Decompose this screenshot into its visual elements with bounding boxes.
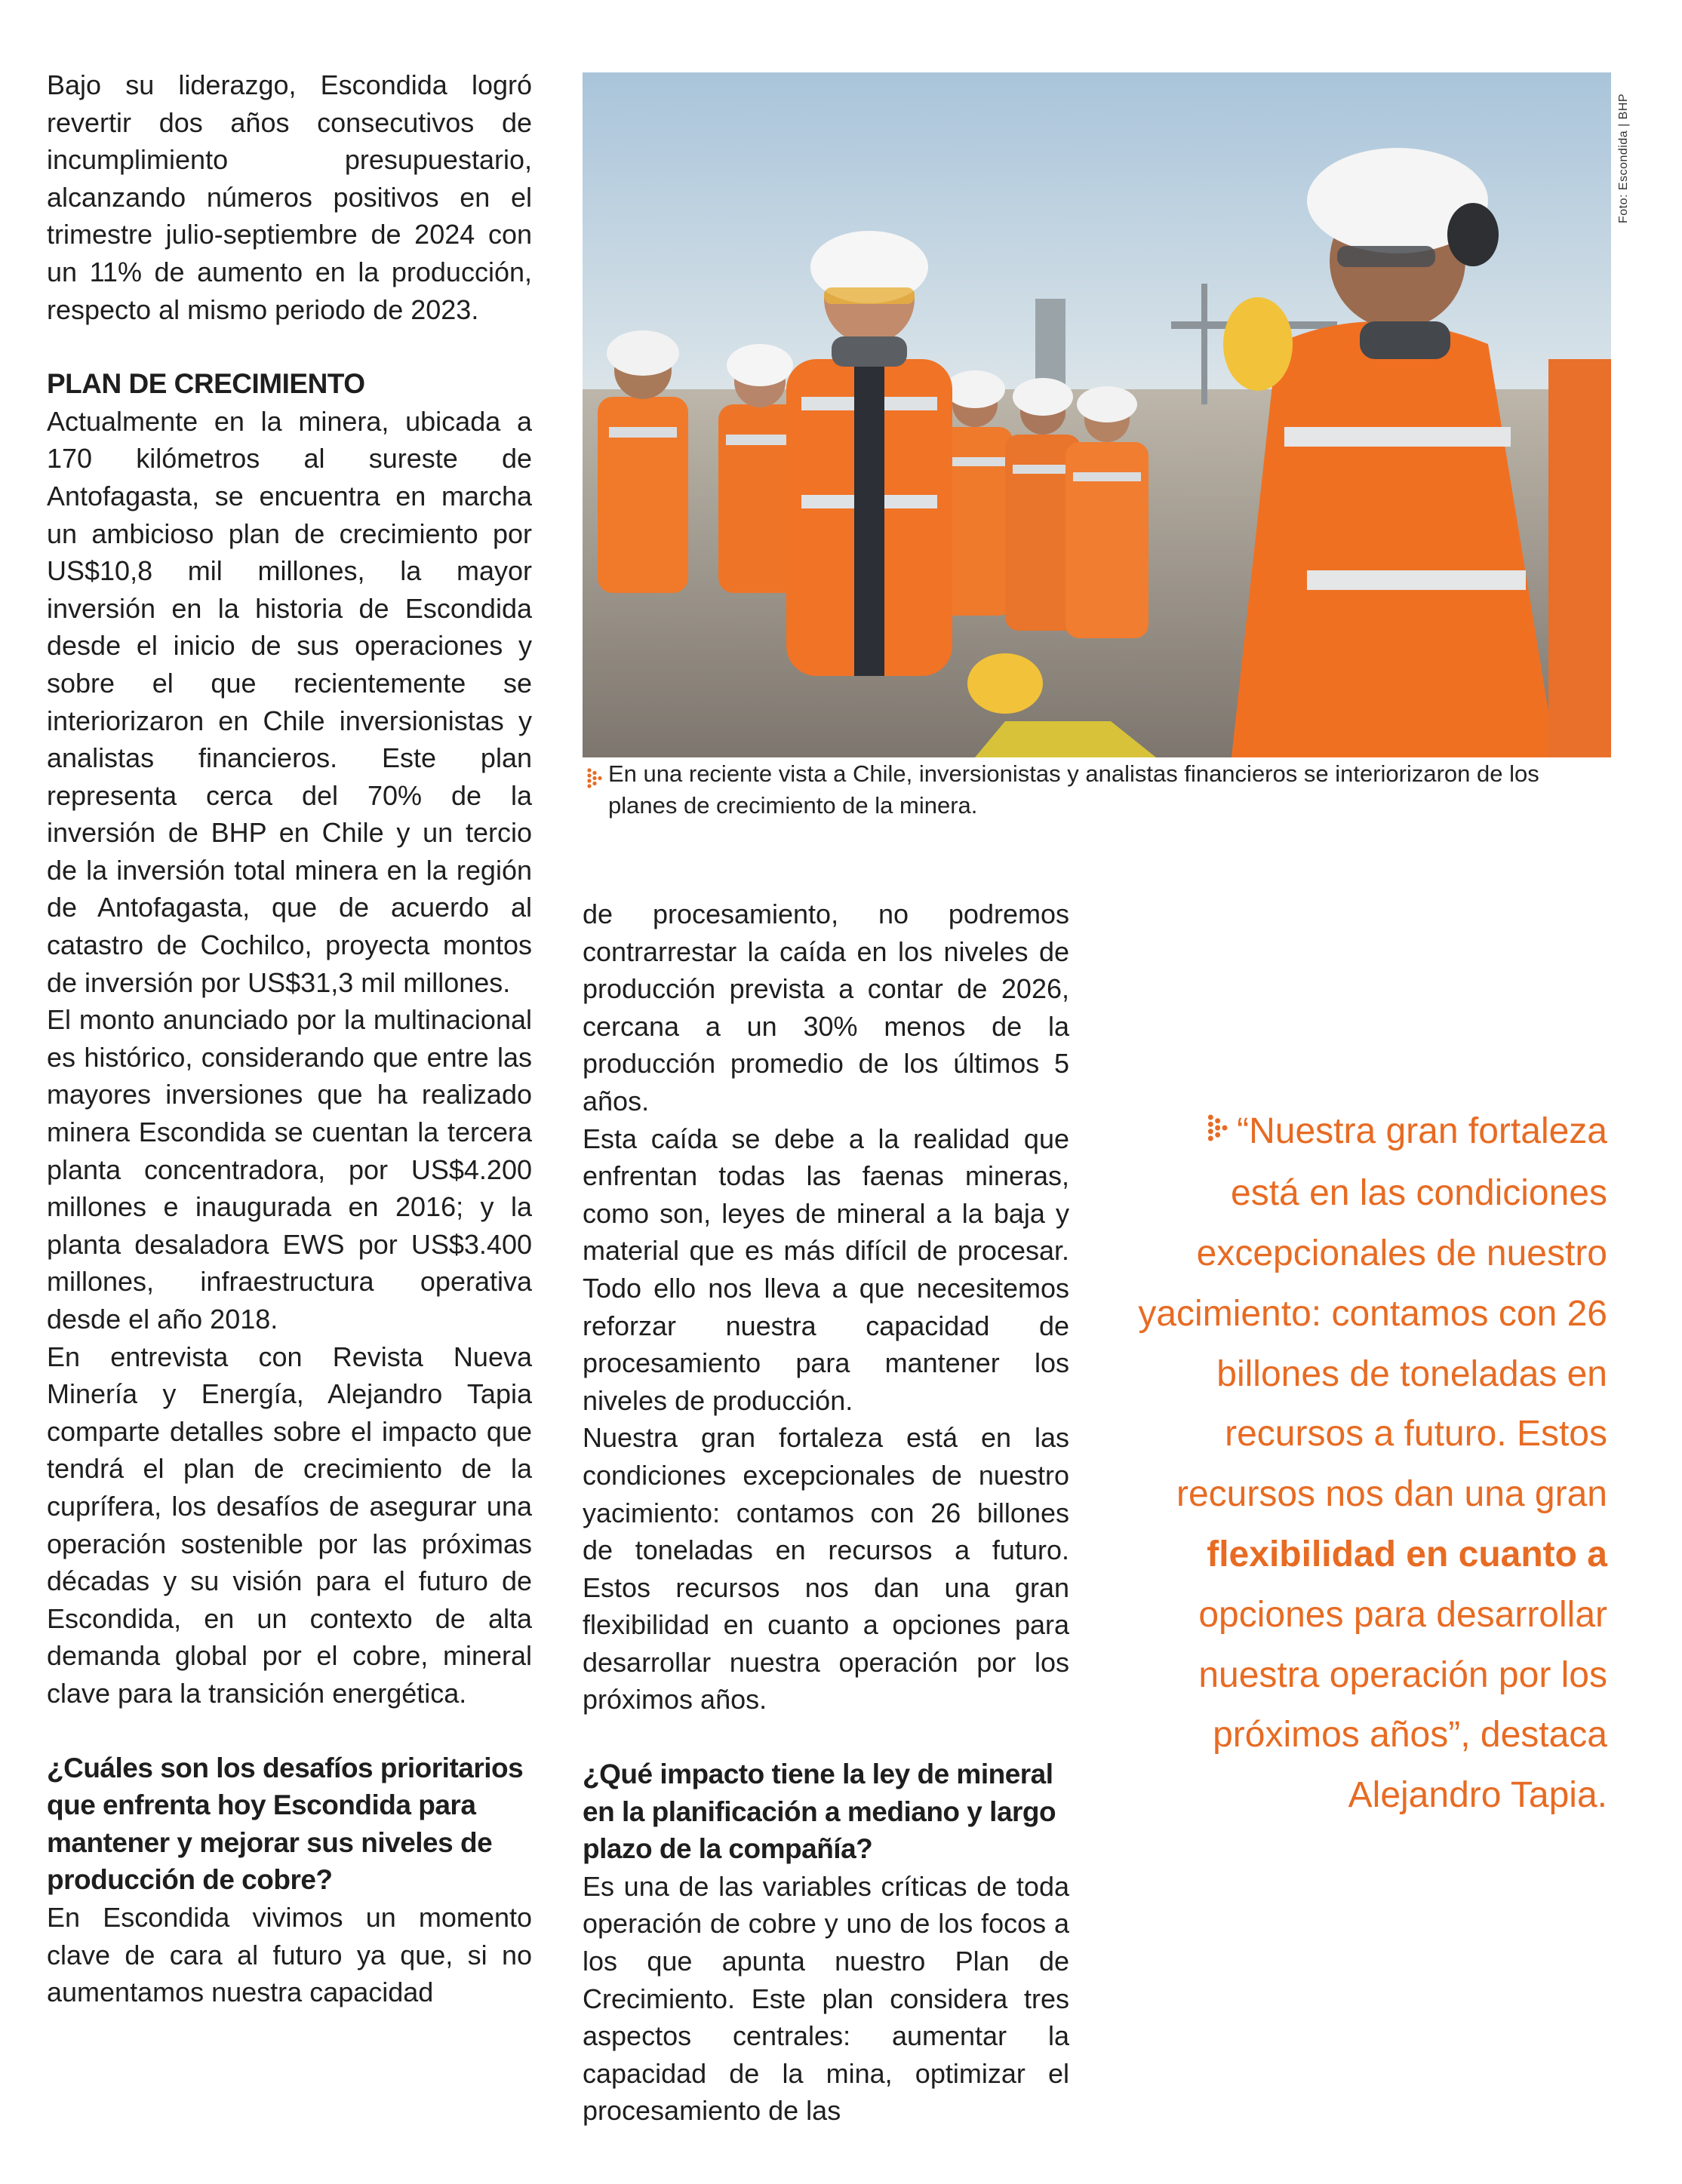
paragraph: Es una de las variables críticas de toda operación de cobre y uno de los focos a los que apunta nuestro Plan de Crecimiento. Este plan considera tres aspectos centrales: aumentar la capacidad de la mina, optimizar el procesamiento de las — [583, 1870, 1069, 2127]
article-column-left — [47, 66, 532, 2011]
quote-text-start: “Nuestra gran fortaleza está en las condiciones excepcionales de nuestro yacimiento: contamos con 26 billones de toneladas en recursos a futuro. Estos recursos nos dan una gran — [1138, 1111, 1607, 1515]
paragraph: Esta caída se debe a la realidad que enfrentan todas las faenas mineras, como son, leyes de mineral a la baja y material que es más difícil de procesar. Todo ello nos lleva a que necesitemos reforzar nuestra capacidad de procesamiento para mantener los niveles de producción. — [583, 1123, 1069, 1416]
workers-photo — [583, 72, 1611, 757]
paragraph: de procesamiento, no podremos contrarrestar la caída en los niveles de producción prevista a contar de 2026, cercana a un 30% menos de la producción promedio de los últimos 5 años. — [583, 898, 1069, 1117]
caption-text: En una reciente vista a Chile, inversionistas y analistas financieros se interiorizaron de los planes de crecimiento de la minera. — [608, 760, 1539, 819]
quote-text-end: opciones para desarrollar nuestra operación por los próximos años”, destaca Alejandro Tapia. — [1198, 1594, 1607, 1816]
section-heading: PLAN DE CRECIMIENTO — [47, 368, 365, 400]
pull-quote — [1136, 1101, 1607, 1826]
caption-bullet-icon — [587, 767, 604, 799]
interview-question: ¿Qué impacto tiene la ley de mineral en la planificación a mediano y largo plazo de la compañía? — [583, 1759, 1056, 1865]
workers-illustration — [583, 72, 1611, 757]
article-column-middle — [583, 895, 1069, 2130]
photo-caption — [583, 758, 1611, 822]
quote-bullet-icon — [1205, 1103, 1232, 1163]
paragraph: En Escondida vivimos un momento clave de cara al futuro ya que, si no aumentamos nuestra capacidad — [47, 1901, 532, 2008]
paragraph: Nuestra gran fortaleza está en las condiciones excepcionales de nuestro yacimiento: contamos con 26 billones de toneladas en recursos a futuro. Estos recursos nos dan una gran flexibilidad en cuanto a opciones para desarrollar nuestra operación por los próximos años. — [583, 1422, 1069, 1716]
quote-text-bold: flexibilidad en cuanto a — [1207, 1534, 1607, 1574]
paragraph: El monto anunciado por la multinacional es histórico, considerando que entre las mayores inversiones que ha realizado minera Escondida se cuentan la tercera planta concentradora, por US$4.200 millones e inaugurada en 2016; y la planta desaladora EWS por US$3.400 millones, infraestructura operativa desde el año 2018. — [47, 1004, 532, 1335]
paragraph: En entrevista con Revista Nueva Minería y Energía, Alejandro Tapia comparte detalles sobre el impacto que tendrá el plan de crecimiento de la cuprífera, los desafíos de asegurar una operación sostenible por las próximas décadas y su visión para el futuro de Escondida, en un contexto de alta demanda global por el cobre, mineral clave para la transición energética. — [47, 1341, 532, 1709]
paragraph: Bajo su liderazgo, Escondida logró revertir dos años consecutivos de incumplimiento presupuestario, alcanzando números positivos en el trimestre julio-septiembre de 2024 con un 11% de aumento en la producción, respecto al mismo periodo de 2023. — [47, 69, 532, 325]
photo-credit: Foto: Escondida | BHP — [1617, 93, 1630, 223]
paragraph: Actualmente en la minera, ubicada a 170 kilómetros al sureste de Antofagasta, se encuentra en marcha un ambicioso plan de crecimiento por US$10,8 mil millones, la mayor inversión en la historia de Escondida desde el inicio de sus operaciones y sobre el que recientemente se interiorizaron en Chile inversionistas y analistas financieros. Este plan representa cerca del 70% de la inversión de BHP en Chile y un tercio de la inversión total minera en la región de Antofagasta, que de acuerdo al catastro de Cochilco, proyecta montos de inversión por US$31,3 mil millones. — [47, 405, 532, 998]
interview-question: ¿Cuáles son los desafíos prioritarios que enfrenta hoy Escondida para mantener y mejorar sus niveles de producción de cobre? — [47, 1752, 524, 1896]
